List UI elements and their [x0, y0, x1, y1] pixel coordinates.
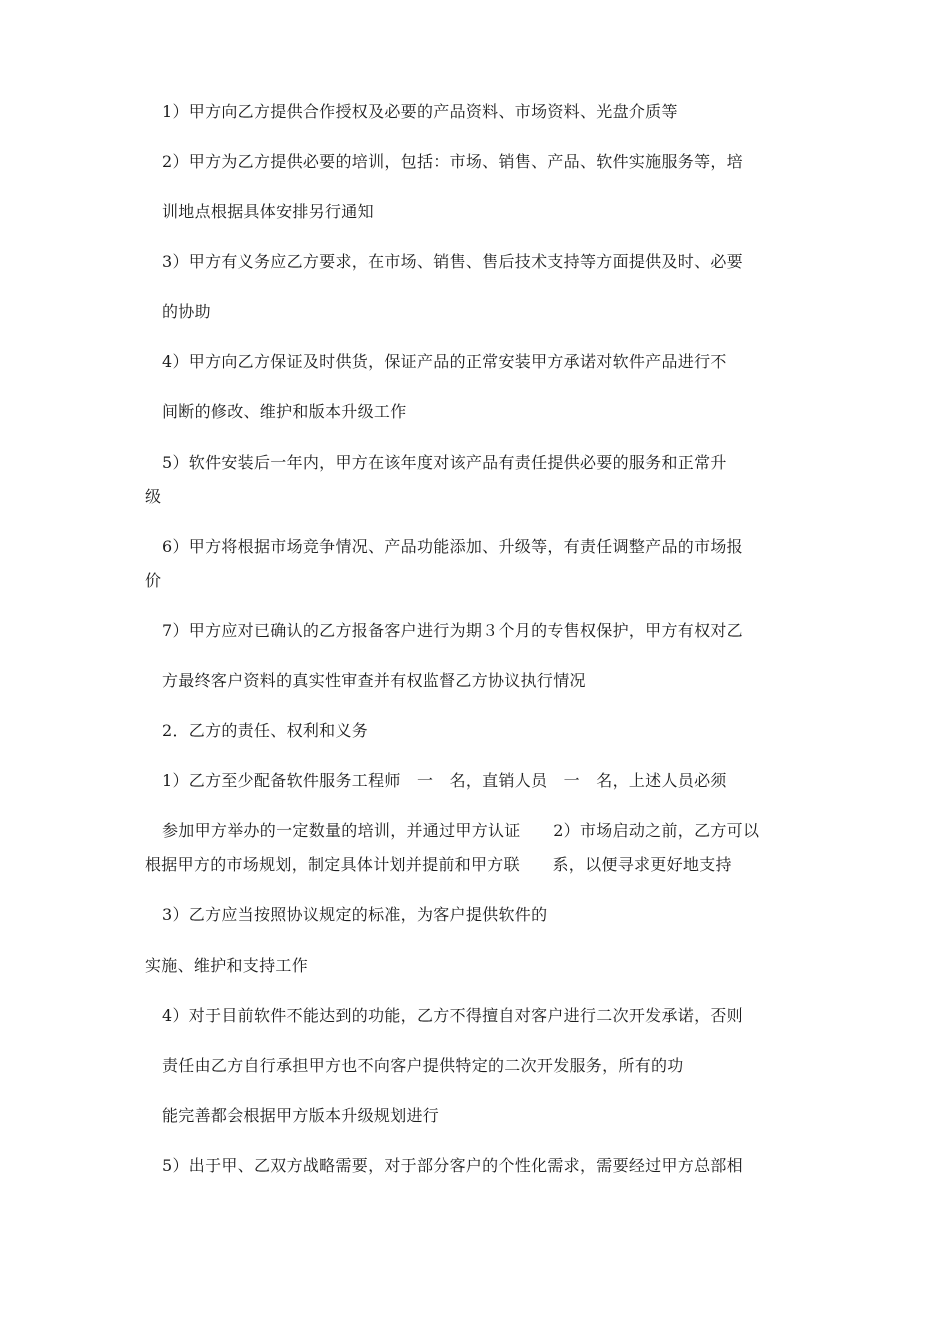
paragraph-line: 4）对于目前软件不能达到的功能，乙方不得擅自对客户进行二次开发承诺，否则	[162, 1006, 743, 1025]
paragraph-line: 间断的修改、维护和版本升级工作	[162, 402, 407, 421]
paragraph-line: 参加甲方举办的一定数量的培训，并通过甲方认证 2）市场启动之前，乙方可以	[162, 821, 760, 840]
paragraph-line: 实施、维护和支持工作	[145, 956, 309, 975]
paragraph-line: 7）甲方应对已确认的乙方报备客户进行为期３个月的专售权保护，甲方有权对乙	[162, 621, 743, 640]
paragraph-line: 能完善都会根据甲方版本升级规划进行	[162, 1106, 440, 1125]
paragraph-line: 1）甲方向乙方提供合作授权及必要的产品资料、市场资料、光盘介质等	[162, 102, 678, 121]
paragraph-line: 3）甲方有义务应乙方要求，在市场、销售、售后技术支持等方面提供及时、必要	[162, 252, 743, 271]
paragraph-line: 训地点根据具体安排另行通知	[162, 202, 374, 221]
paragraph-line: 责任由乙方自行承担甲方也不向客户提供特定的二次开发服务，所有的功	[162, 1056, 684, 1075]
paragraph-line: 2）甲方为乙方提供必要的培训，包括：市场、销售、产品、软件实施服务等，培	[162, 152, 743, 171]
paragraph-line: 方最终客户资料的真实性审查并有权监督乙方协议执行情况	[162, 671, 586, 690]
paragraph-line: 5）出于甲、乙双方战略需要，对于部分客户的个性化需求，需要经过甲方总部相	[162, 1156, 743, 1175]
paragraph-line: 的协助	[162, 302, 211, 321]
paragraph-line: 5）软件安装后一年内，甲方在该年度对该产品有责任提供必要的服务和正常升	[162, 453, 727, 472]
paragraph-line: 级	[145, 487, 162, 506]
paragraph-line: 3）乙方应当按照协议规定的标准，为客户提供软件的	[162, 905, 548, 924]
paragraph-line: 1）乙方至少配备软件服务工程师 一 名，直销人员 一 名，上述人员必须	[162, 771, 727, 790]
paragraph-line: 价	[145, 571, 162, 590]
paragraph-line: 根据甲方的市场规划，制定具体计划并提前和甲方联 系，以便寻求更好地支持	[145, 855, 732, 874]
paragraph-line: 4）甲方向乙方保证及时供货，保证产品的正常安装甲方承诺对软件产品进行不	[162, 352, 727, 371]
paragraph-line: 6）甲方将根据市场竞争情况、产品功能添加、升级等，有责任调整产品的市场报	[162, 537, 743, 556]
section-heading: 2．乙方的责任、权利和义务	[162, 721, 369, 740]
